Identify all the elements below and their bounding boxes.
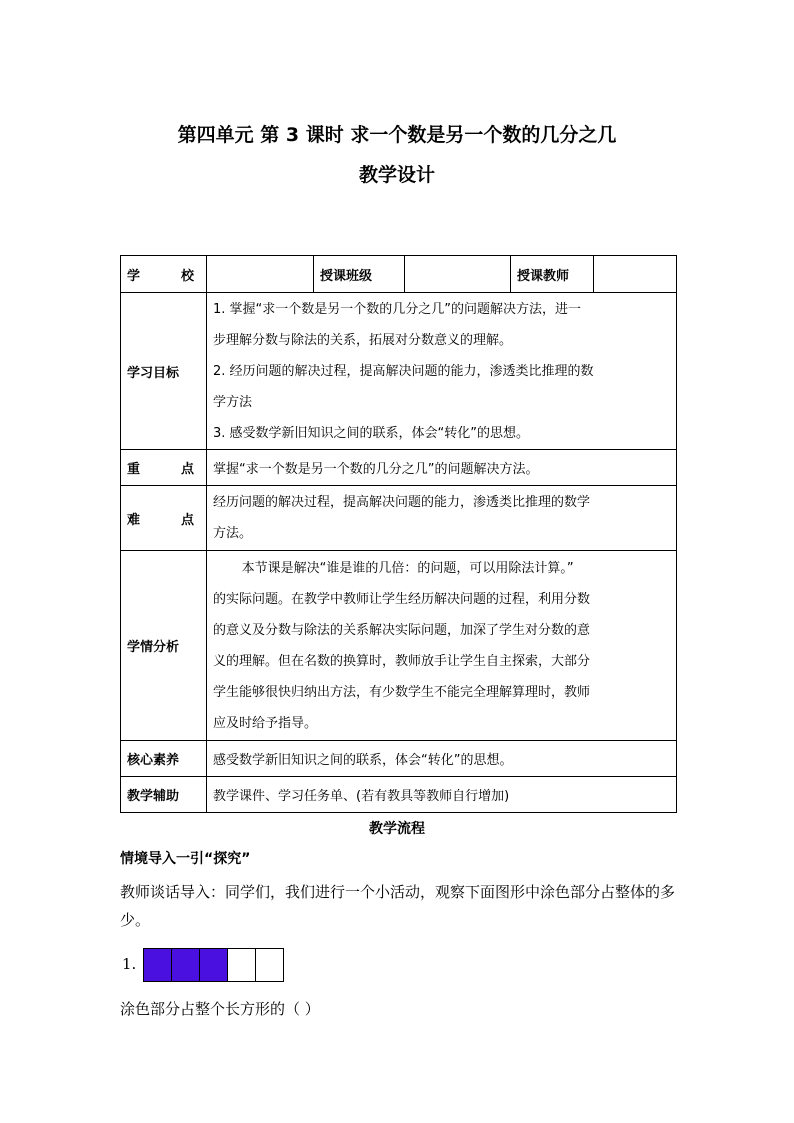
- key-point-label-a: 重: [127, 462, 141, 477]
- unshaded-segment: [255, 948, 284, 982]
- shaded-segment: [143, 948, 172, 982]
- difficulty-content: [207, 486, 677, 551]
- aids-text: 教学课件、学习任务单、(若有教具等教师自行增加): [207, 777, 677, 813]
- analysis-line: 义的理解。但在名数的换算时，教师放手让学生自主探索，大部分: [213, 653, 591, 669]
- core-row: [121, 741, 677, 777]
- document-subtitle: 教学设计: [358, 164, 435, 186]
- aids-label: 教学辅助: [121, 777, 207, 813]
- objective-line: 3. 感受数学新旧知识之间的联系，体会“转化”的思想。: [213, 425, 530, 441]
- teacher-value-cell[interactable]: [594, 256, 677, 293]
- key-point-text: 掌握“求一个数是另一个数的几分之几”的问题解决方法。: [207, 450, 677, 486]
- aids-row: [121, 777, 677, 813]
- school-label-cell: [121, 256, 207, 293]
- intro-paragraph: 教师谈话导入：同学们，我们进行一个小活动，观察下面图形中涂色部分占整体的多少。: [120, 883, 676, 929]
- difficulty-line: 方法。: [213, 526, 253, 541]
- analysis-row: [121, 551, 677, 741]
- difficulty-line: 经历问题的解决过程，提高解决问题的能力，渗透类比推理的数学: [213, 495, 591, 510]
- class-label: 授课班级: [314, 256, 405, 293]
- analysis-line: 的意义及分数与除法的关系解决实际问题，加深了学生对分数的意: [213, 622, 591, 638]
- shaded-segment: [199, 948, 228, 982]
- document-title: 第四单元 第 3 课时 求一个数是另一个数的几分之几: [177, 124, 617, 146]
- difficulty-label-a: 难: [127, 512, 141, 528]
- key-point-label-b: 点: [180, 462, 194, 477]
- analysis-content: [207, 551, 677, 741]
- key-point-row: [121, 450, 677, 486]
- question-number: 1.: [122, 955, 137, 973]
- unshaded-segment: [227, 948, 256, 982]
- objectives-label: 学习目标: [121, 293, 207, 450]
- school-label-b: 校: [180, 268, 194, 284]
- core-label: 核心素养: [121, 741, 207, 777]
- difficulty-label-cell: [121, 486, 207, 551]
- objective-line: 步理解分数与除法的关系，拓展对分数意义的理解。: [213, 332, 513, 348]
- school-label-a: 学: [127, 268, 141, 284]
- difficulty-row: [121, 486, 677, 551]
- objectives-content: [207, 293, 677, 450]
- lesson-plan-table: [120, 255, 677, 813]
- teacher-label: 授课教师: [511, 256, 594, 293]
- difficulty-label-b: 点: [180, 512, 194, 528]
- key-point-label-cell: [121, 450, 207, 486]
- objectives-row: [121, 293, 677, 450]
- school-value-cell[interactable]: [207, 256, 314, 293]
- shaded-segment: [171, 948, 200, 982]
- analysis-line: 的实际问题。在教学中教师让学生经历解决问题的过程，利用分数: [213, 591, 591, 607]
- header-row: [121, 256, 677, 293]
- fraction-rectangle: [143, 948, 283, 982]
- core-text: 感受数学新旧知识之间的联系，体会“转化”的思想。: [207, 741, 677, 777]
- objective-line: 学方法: [213, 394, 253, 410]
- class-value-cell[interactable]: [405, 256, 511, 293]
- analysis-line: 应及时给予指导。: [213, 715, 318, 731]
- section-heading: 情境导入一引“探究”: [120, 851, 251, 867]
- question-prompt: 涂色部分占整个长方形的（ ）: [120, 1000, 320, 1018]
- analysis-line: 本节课是解决“谁是谁的几倍：的问题，可以用除法计算。”: [241, 560, 574, 576]
- analysis-line: 学生能够很快归纳出方法，有少数学生不能完全理解算理时，教师: [213, 684, 591, 700]
- teaching-flow-title: 教学流程: [369, 821, 425, 837]
- analysis-label: 学情分析: [121, 551, 207, 741]
- objective-line: 1. 掌握“求一个数是另一个数的几分之几”的问题解决方法，进一: [213, 301, 582, 317]
- objective-line: 2. 经历问题的解决过程，提高解决问题的能力，渗透类比推理的数: [213, 363, 594, 379]
